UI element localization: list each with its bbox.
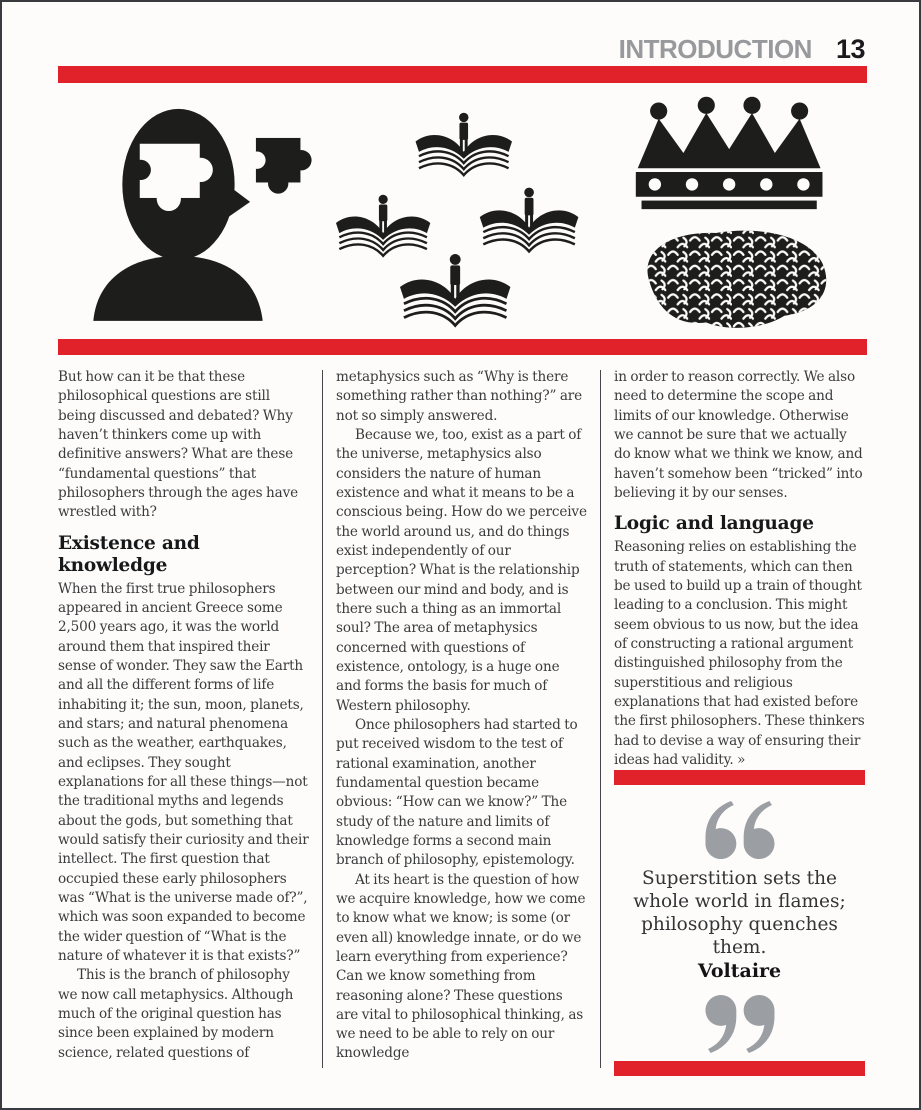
paragraph: Once philosophers had started to put received wisdom to the test of rational examination, another fundamental question became obvious: “How can we know?” The study of the nature and limits of knowledge forms a second main branch of philosophy, epistemology. xyxy=(336,716,578,869)
quote-top-red-bar xyxy=(614,770,865,785)
paragraph: Reasoning relies on establishing the truth of statements, which can then be used to build up a train of thought leading to a conclusion. This might seem obvious to us now, but the idea of constructing a rational argument distinguished philosophy from the superstitious and religious explanations that had existed before the first philosophers. These thinkers had to devise a way of ensuring their ideas had validity. » xyxy=(614,539,865,768)
paragraph: At its heart is the question of how we acquire knowledge, how we come to know what we know; is some (or even all) knowledge innate, or do we learn everything from experience? Can we know something from reasoning alone? These questions are vital to philosophical thinking, as we need to be able to rely on our knowledge xyxy=(336,871,586,1062)
column-divider xyxy=(322,370,323,1068)
section-heading-logic-and-language: Logic and language xyxy=(614,513,814,535)
illustration-cell-right xyxy=(597,88,867,336)
column-2 xyxy=(336,368,587,1068)
quote-bottom-red-bar xyxy=(614,1061,865,1076)
text-columns xyxy=(58,368,867,1068)
quote-text: Superstition sets the whole world in flames; philosophy quenches them. xyxy=(633,868,846,959)
quote-author: Voltaire xyxy=(697,960,782,983)
paragraph: in order to reason correctly. We also need to determine the scope and limits of our knowledge. Otherwise we cannot be sure that we actually do know what we think we know, and haven’t somehow been “tricked” into believing it by our senses. xyxy=(614,369,863,501)
section-heading-existence-and-knowledge: Existence and knowledge xyxy=(58,532,200,576)
illustration-cell-left xyxy=(58,88,328,336)
column-1 xyxy=(58,368,309,1068)
illustration-row xyxy=(58,88,867,336)
paragraph: This is the branch of philosophy we now call metaphysics. Although much of the original question has since been explained by modern science, related questions of xyxy=(58,967,294,1061)
column-divider xyxy=(600,370,601,1068)
illustration-cell-middle xyxy=(328,88,598,336)
column-3 xyxy=(614,368,865,1068)
section-title: INTRODUCTION xyxy=(618,34,812,64)
puzzle-head-person-icon xyxy=(72,103,314,321)
paragraph: Because we, too, exist as a part of the universe, metaphysics also considers the nature of human existence and what it means to be a conscious being. How do we perceive the world around us, and do things exist independently of our perception? What is the relationship between our mind and body, and is there such a thing as an immortal soul? The area of metaphysics concerned with questions of existence, ontology, is a huge one and forms the basis for much of Western philosophy. xyxy=(336,426,587,714)
open-quote-icon xyxy=(693,801,787,859)
pull-quote-box xyxy=(614,770,865,1076)
people-on-flying-books-icon xyxy=(329,90,597,334)
top-red-bar xyxy=(58,66,867,83)
close-quote-icon xyxy=(693,995,787,1053)
crowned-brain-icon xyxy=(619,92,845,332)
paragraph: But how can it be that these philosophical questions are still being discussed and debated? Why haven’t thinkers come up with definitive answers? What are these “fundamental questions” that philosophers through the ages have wrestled with? xyxy=(58,369,299,521)
page-header xyxy=(619,34,865,65)
page-number: 13 xyxy=(835,34,865,64)
paragraph: metaphysics such as “Why is there something rather than nothing?” are not so simply answered. xyxy=(336,369,583,424)
paragraph: When the first true philosophers appeared in ancient Greece some 2,500 years ago, it was the world around them that inspired their sense of wonder. They saw the Earth and all the different forms of life inhabiting it; the sun, moon, planets, and stars; and natural phenomena such as the weather, earthquakes, and eclipses. They sought explanations for all these things—not the traditional myths and legends about the gods, but something that would satisfy their curiosity and their intellect. The first question that occupied these early philosophers was “What is the universe made of?”, which was soon expanded to become the wider question of “What is the nature of whatever it is that exists?” xyxy=(58,580,309,964)
middle-red-bar xyxy=(58,339,867,355)
